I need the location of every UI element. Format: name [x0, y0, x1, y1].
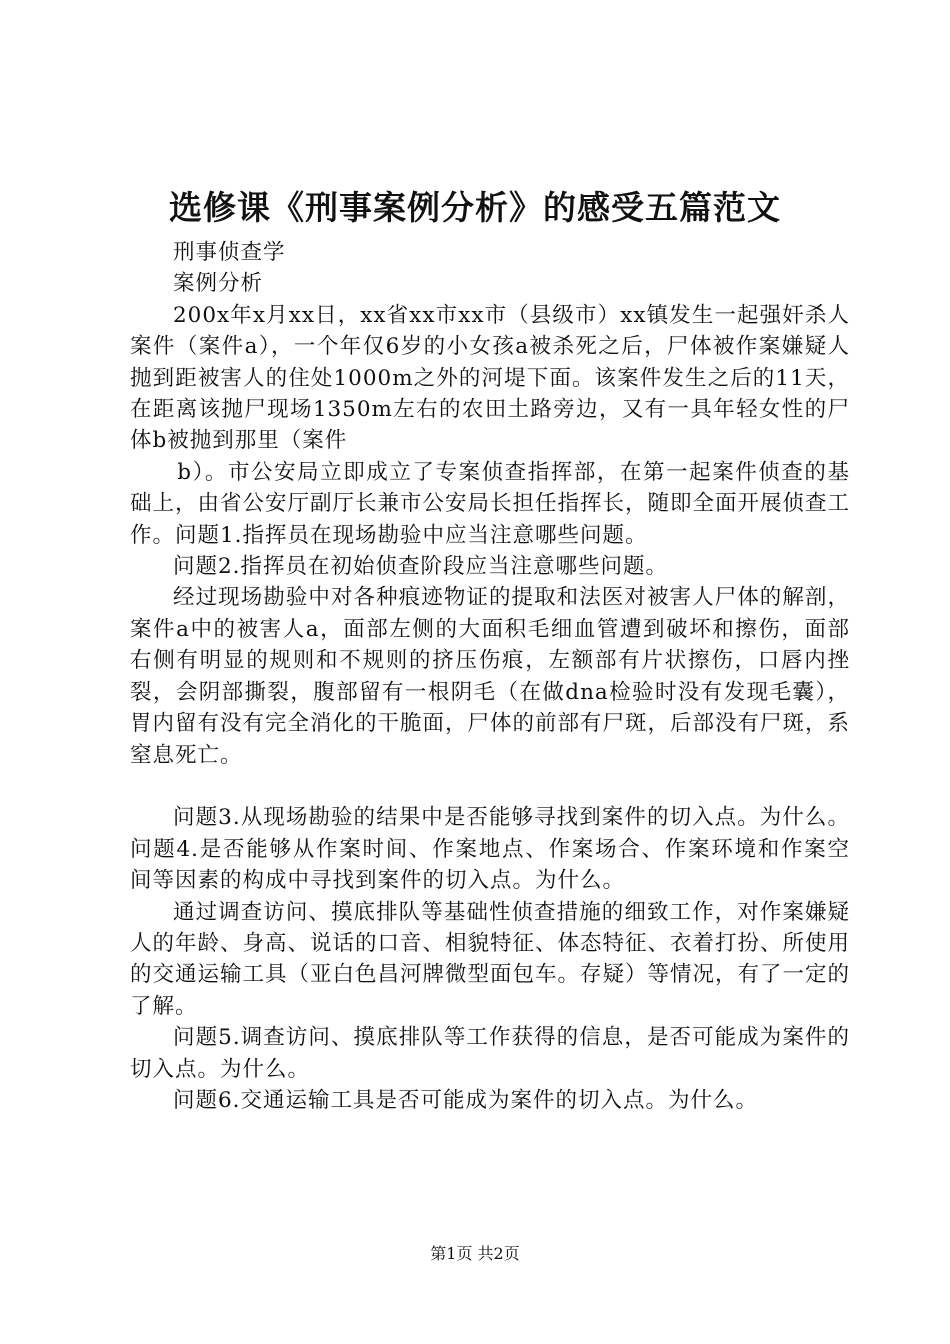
paragraph: 经过现场勘验中对各种痕迹物证的提取和法医对被害人尸体的解剖，案件a中的被害人a，面部左侧的大面积毛细血管遭到破坏和擦伤，面部右侧有明显的规则和不规则的挤压伤痕，左额部有片状擦伤，口唇内挫裂，会阴部撕裂，腹部留有一根阴毛（在做dna检验时没有发现毛囊），胃内留有没有完全消化的干脆面，尸体的前部有尸斑，后部没有尸斑，系窒息死亡。 [130, 585, 851, 768]
document-body [130, 237, 850, 1116]
paragraph: 案例分析 [173, 271, 264, 297]
paragraph: 问题2.指挥员在初始侦查阶段应当注意哪些问题。 [173, 554, 669, 580]
page-number-footer: 第1页 共2页 [430, 1244, 520, 1263]
paragraph: 200x年x月xx日，xx省xx市xx市（县级市）xx镇发生一起强奸杀人案件（案件a），一个年仅6岁的小女孩a被杀死之后，尸体被作案嫌疑人抛到距被害人的住处1000m之外的河堤下面。该案件发生之后的11天，在距离该抛尸现场1350m左右的农田土路旁边，又有一具年轻女性的尸体b被抛到那里（案件 [130, 302, 850, 454]
paragraph: 问题6.交通运输工具是否可能成为案件的切入点。为什么。 [173, 1087, 759, 1113]
paragraph: b）。市公安局立即成立了专案侦查指挥部，在第一起案件侦查的基础上，由省公安厅副厅长兼市公安局长担任指挥长，随即全面开展侦查工作。问题1.指挥员在现场勘验中应当注意哪些问题。 [130, 459, 851, 548]
paragraph: 问题5.调查访问、摸底排队等工作获得的信息，是否可能成为案件的切入点。为什么。 [130, 1025, 850, 1082]
paragraph: 刑事侦查学 [173, 240, 286, 265]
paragraph: 通过调查访问、摸底排队等基础性侦查措施的细致工作，对作案嫌疑人的年龄、身高、说话的口音、相貌特征、体态特征、衣着打扮、所使用的交通运输工具（亚白色昌河牌微型面包车。存疑）等情况，有了一定的了解。 [130, 899, 851, 1019]
document-title: 选修课《刑事案例分析》的感受五篇范文 [169, 188, 781, 227]
paragraph: 问题3.从现场勘验的结果中是否能够寻找到案件的切入点。为什么。问题4.是否能够从作案时间、作案地点、作案场合、作案环境和作案空间等因素的构成中寻找到案件的切入点。为什么。 [130, 805, 850, 894]
